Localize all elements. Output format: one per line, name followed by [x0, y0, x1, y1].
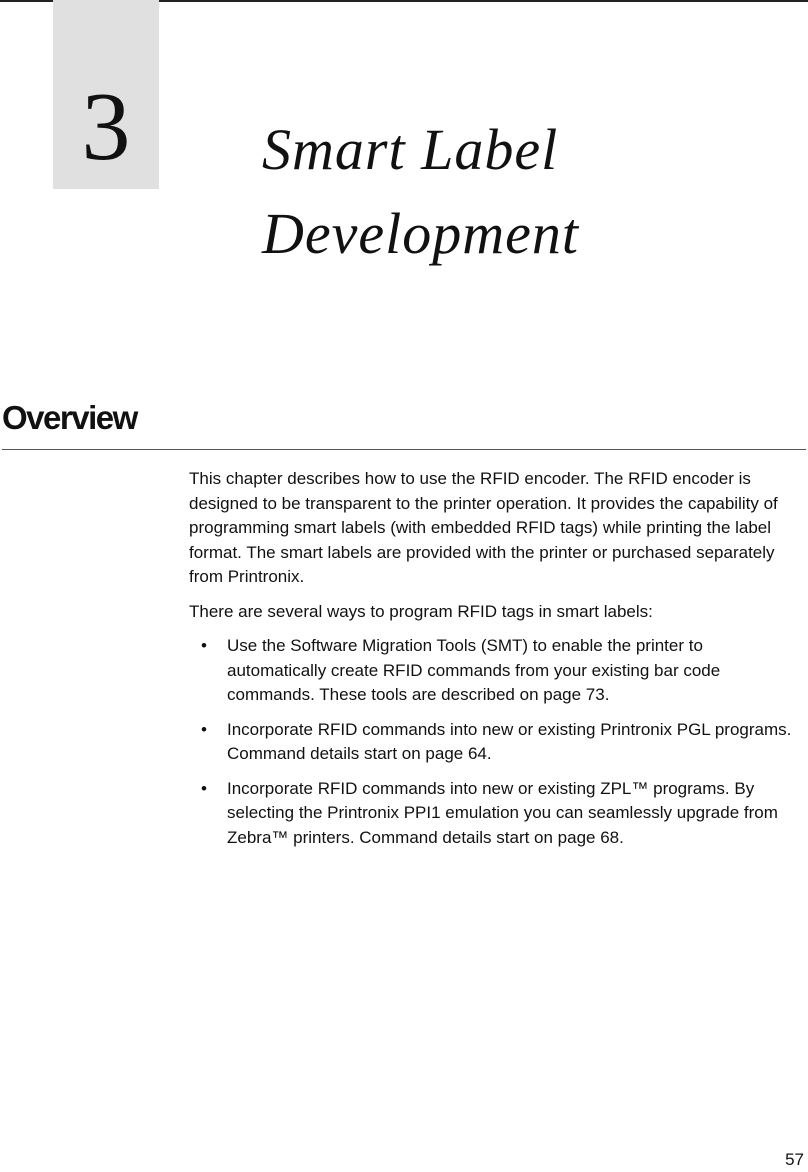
intro-paragraph: This chapter describes how to use the RFID encoder. The RFID encoder is designed to be transparent to the printer operation. It provides the capability of programming smart labels (with embedded RFID tags) while printing the label format. The smart labels are provided with the printer or purchased separately from Printronix.: [189, 469, 778, 586]
list-item: [189, 634, 804, 708]
page-number: 57: [785, 1150, 804, 1169]
section-heading: Overview: [2, 399, 137, 436]
section-body: [189, 467, 804, 860]
list-item-text: Use the Software Migration Tools (SMT) to enable the printer to automatically create RFID commands from your existing bar code commands. These tools are described on page 73.: [227, 636, 721, 704]
list-item: [189, 777, 804, 851]
ways-paragraph: There are several ways to program RFID tags in smart labels:: [189, 601, 653, 621]
section-rule: [2, 449, 806, 450]
chapter-title-line-2: Development: [262, 201, 579, 266]
list-item-text: Incorporate RFID commands into new or existing Printronix PGL programs. Command details start on page 64.: [227, 719, 792, 763]
chapter-title-line-1: Smart Label: [262, 117, 559, 182]
list-item: [189, 718, 804, 767]
list-item-text: Incorporate RFID commands into new or existing ZPL™ programs. By selecting the Printronix PPI1 emulation you can seamlessly upgrade from Zebra™ printers. Command details start on page 68.: [227, 778, 778, 847]
chapter-number: 3: [81, 73, 131, 181]
bullet-list: [189, 634, 804, 850]
bullet-icon: •: [201, 636, 207, 655]
bullet-icon: •: [201, 778, 207, 798]
bullet-icon: •: [201, 719, 207, 739]
chapter-title: [262, 108, 782, 276]
